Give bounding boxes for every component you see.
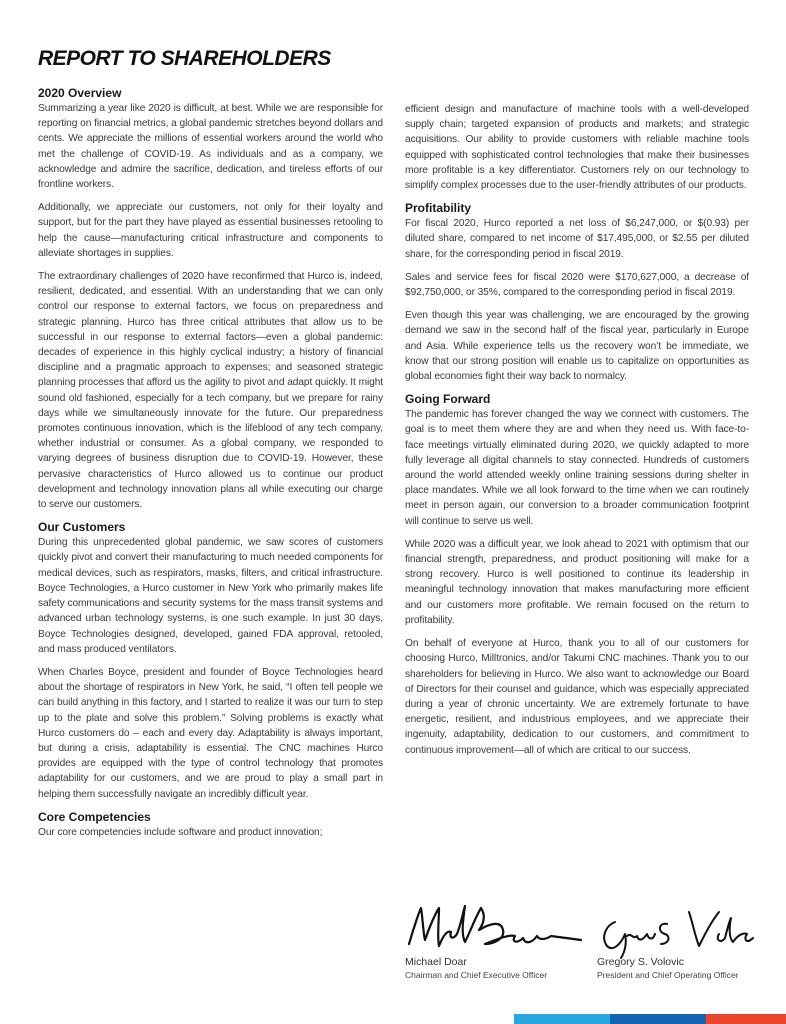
paragraph: The extraordinary challenges of 2020 have reconfirmed that Hurco is, indeed, resilient, dedicated, and essential. With an understanding that we can only control our response to external factors, we focus on preparedness and strategic planning. Hurco has three critical attributes that allow us to be successful in our response to external factors—even a global pandemic: decades of experience in this highly cyclical industry; a history of financial discipline and a pragmatic approach to expenses; and seasoned strategic planning processes that afford us the agility to pivot and adapt quickly. It might sound old fashioned, especially for a tech company, but we prepare for rainy days while we simultaneously innovate for the future. Our preparedness promotes continuous innovation, which is the lifeblood of any tech company, whether industrial or consumer. As a global company, we responded to varying degrees of business disruption due to COVID-19. However, these pervasive characteristics of Hurco allowed us to continue our product development and technology innovation plans all while executing our charge to serve our customers. <box>38 271 383 511</box>
paragraph: Even though this year was challenging, we are encouraged by the growing demand we saw in the second half of the fiscal year, particularly in Europe and Asia. While experience tells us the recovery won’t be immediate, we know that our strong position will enable us to capitalize on opportunities as global economies fight their way back to normalcy. <box>405 310 749 383</box>
paragraph: Our core competencies include software and product innovation; <box>38 826 323 838</box>
section-heading-customers: Our Customers <box>38 520 126 535</box>
paragraph: When Charles Boyce, president and founder of Boyce Technologies heard about the shortage of respirators in New York, he said, “I often tell people we can build anything in this factory, and I started to realize it was our turn to step up to the plate and solve this problem.” Solving problems is exactly what Hurco customers do – each and every day. Adaptability is always important, but during a crisis, adaptability is essential. The CNC machines Hurco provides are equipped with the type of control technology that promotes adaptability for our customers, and we are proud to play a small part in helping them successfully navigate an incredibly difficult year. <box>38 666 383 800</box>
footer-stripe-light <box>514 1014 610 1024</box>
paragraph: On behalf of everyone at Hurco, thank you to all of our customers for choosing Hurco, Milltronics, and/or Takumi CNC machines. Thank you to our shareholders for believing in Hurco. We also want to acknowledge our Board of Directors for their counsel and guidance, which was especially appreciated during a year of chronic uncertainty. We are extremely fortunate to have energetic, resilient, and industrious employees, and we appreciate their ingenuity, adaptability, dedication to our customers, and commitment to continuous improvement—all of which are critical to our success. <box>405 638 749 756</box>
section-heading-profitability: Profitability <box>405 201 472 216</box>
paragraph: During this unprecedented global pandemic, we saw scores of customers quickly pivot and convert their manufacturing to much needed components for medical devices, such as respirators, masks, filters, and critical infrastructure. Boyce Technologies, a Hurco customer in New York who primarily makes life safety communications and security systems for the mass transit systems and advanced urban technology systems, is one such example. In just 30 days, Boyce Technologies designed, developed, gained FDA approval, retooled, and mass produced ventilators. <box>38 537 383 655</box>
coo-signature-icon <box>597 904 757 960</box>
ceo-name: Michael Doar <box>405 956 467 968</box>
right-column <box>405 102 749 766</box>
paragraph: efficient design and manufacture of machine tools with a well-developed supply chain; targeted expansion of products and markets; and strategic acquisitions. Our ability to provide customers with reliable machine tools equipped with sophisticated control technologies that make their businesses more profitable is a key differentiator. Customers rely on our technology to simplify complex processes due to the user-friendly attributes of our products. <box>405 104 749 192</box>
page-title: REPORT TO SHAREHOLDERS <box>38 47 331 70</box>
paragraph: Additionally, we appreciate our customers, not only for their loyalty and support, but for the part they have played as essential businesses retooling to help the cause—manufacturing critical infrastructure and components to alleviate shortages in supplies. <box>38 202 383 259</box>
paragraph: The pandemic has forever changed the way we connect with customers. The goal is to meet them where they are and when they need us. With face-to-face meetings virtually eliminated during 2020, we quickly adapted to more fully leverage all digital channels to stay connected. Hundreds of customers around the world attended weekly online training sessions during shelter in place mandates. While we all look forward to the time when we can routinely meet in person again, our conversion to a broader communication footprint will continue to serve us well. <box>405 409 749 527</box>
paragraph: For fiscal 2020, Hurco reported a net loss of $6,247,000, or $(0.93) per diluted share, compared to net income of $17,495,000, or $2.55 per diluted share, for the corresponding period in fiscal 2019. <box>405 218 749 260</box>
footer-stripe-dark <box>610 1014 706 1024</box>
coo-title: President and Chief Operating Officer <box>597 970 739 980</box>
section-heading-going-forward: Going Forward <box>405 392 491 407</box>
footer-stripe-red <box>706 1014 786 1024</box>
left-column <box>38 86 383 848</box>
ceo-title: Chairman and Chief Executive Officer <box>405 970 548 980</box>
section-heading-competencies: Core Competencies <box>38 809 151 824</box>
signature-block <box>405 900 755 990</box>
coo-name: Gregory S. Volovic <box>597 956 684 968</box>
section-heading-overview: 2020 Overview <box>38 86 122 100</box>
paragraph: Summarizing a year like 2020 is difficult, at best. While we are responsible for reporting on financial metrics, a global pandemic stretches beyond dollars and cents. We appreciate the millions of essential workers around the world who met the challenge of COVID-19. As individuals and as a company, we acknowledge and admire the sacrifice, dedication, and tireless efforts of our frontline workers. <box>38 103 383 191</box>
ceo-signature-icon <box>405 900 585 958</box>
paragraph: While 2020 was a difficult year, we look ahead to 2021 with optimism that our financial strength, preparedness, and product positioning will make for a strong recovery. Hurco is well positioned to continue its leadership in meaningful technology innovation that makes manufacturing more efficient and our customers more profitable. We remain focused on the return to profitability. <box>405 538 749 626</box>
paragraph: Sales and service fees for fiscal 2020 were $170,627,000, a decrease of $92,750,000, or 35%, compared to the corresponding period in fiscal 2019. <box>405 271 749 299</box>
